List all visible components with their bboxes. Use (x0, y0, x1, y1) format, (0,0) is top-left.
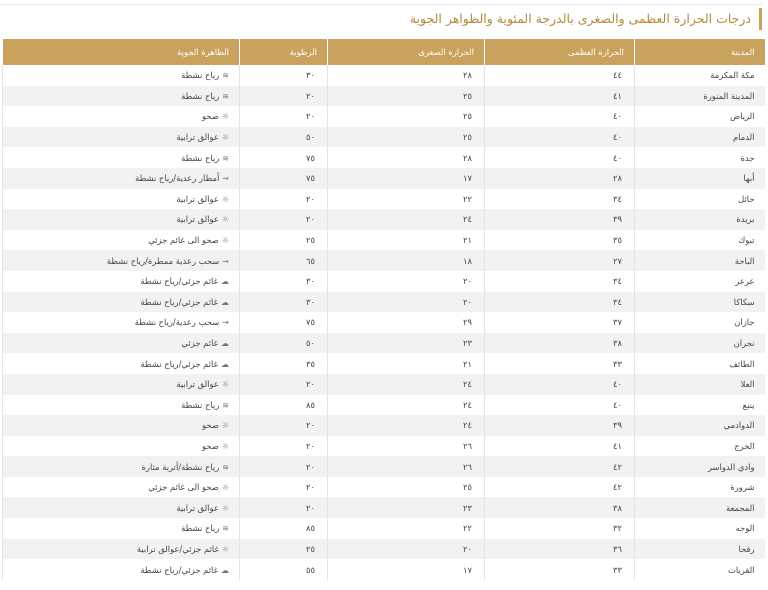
cell-min-temp: ٢٢ (328, 518, 485, 539)
cell-weather (3, 189, 240, 210)
cell-city: نجران (635, 333, 765, 354)
cell-min-temp: ٢١ (328, 230, 485, 251)
page-title: درجات الحرارة العظمى والصغرى بالدرجة المئوية والظواهر الجوية (410, 8, 762, 30)
cell-max-temp: ٣٦ (485, 539, 635, 560)
cell-city: حائل (635, 189, 765, 210)
cell-min-temp: ٢٥ (328, 477, 485, 498)
header-max-temp: الحرارة العظمى (485, 39, 635, 65)
storm-icon: ⇝ (222, 318, 229, 328)
weather-text: رياح نشطة (181, 523, 220, 534)
cell-weather (3, 168, 240, 189)
cell-max-temp: ٤١ (485, 436, 635, 457)
table-row (3, 127, 765, 148)
cell-city: أبها (635, 168, 765, 189)
cell-max-temp: ٣٨ (485, 333, 635, 354)
cell-max-temp: ٤٠ (485, 147, 635, 168)
cell-city: شرورة (635, 477, 765, 498)
cell-max-temp: ٣٩ (485, 415, 635, 436)
table-row (3, 189, 765, 210)
cell-max-temp: ٣٨ (485, 497, 635, 518)
cell-min-temp: ٢٠ (328, 292, 485, 313)
cell-weather (3, 230, 240, 251)
cell-humidity: ٢٠ (240, 415, 328, 436)
weather-text: صحو (201, 420, 219, 431)
table-row (3, 86, 765, 107)
cloud-wind-icon: ☁ (221, 565, 229, 575)
table-row (3, 230, 765, 251)
wind-icon: ≋ (222, 71, 229, 81)
cell-humidity: ٧٥ (240, 147, 328, 168)
cell-humidity: ٥٠ (240, 333, 328, 354)
cell-humidity: ٢٠ (240, 436, 328, 457)
cell-max-temp: ٤٠ (485, 106, 635, 127)
cell-min-temp: ٢٣ (328, 333, 485, 354)
cell-humidity: ٢٠ (240, 189, 328, 210)
sun-cloud-icon: ☼ (221, 483, 229, 493)
weather-text: غائم جزئي/رياح نشطة (140, 296, 218, 307)
cell-min-temp: ٢٤ (328, 395, 485, 416)
weather-text: غائم جزئي/رياح نشطة (140, 276, 218, 287)
table-row (3, 333, 765, 354)
cloud-wind-icon: ☁ (221, 277, 229, 287)
dust-icon: ☼ (221, 503, 229, 513)
header-humidity: الرطوبة (240, 39, 328, 65)
cell-max-temp: ٣٩ (485, 209, 635, 230)
cell-max-temp: ٤١ (485, 86, 635, 107)
cell-weather (3, 106, 240, 127)
weather-text: أمطار رعدية/رياح نشطة (135, 173, 220, 184)
cell-city: ينبع (635, 395, 765, 416)
cell-min-temp: ٢٩ (328, 312, 485, 333)
weather-text: رياح نشطة (181, 90, 220, 101)
wind-icon: ≋ (222, 524, 229, 534)
table-body (3, 65, 765, 580)
weather-text: صحو الى غائم جزئي (148, 235, 219, 246)
storm-icon: ⇝ (222, 174, 229, 184)
weather-text: غائم جزئي/عوالق ترابية (136, 543, 219, 554)
weather-text: عوالق ترابية (176, 193, 219, 204)
cell-humidity: ٣٠ (240, 292, 328, 313)
dust-wind-icon: ≋ (222, 462, 229, 472)
cell-max-temp: ٣٥ (485, 230, 635, 251)
cell-city: الدوادمي (635, 415, 765, 436)
weather-text: صحو الى غائم جزئي (148, 482, 219, 493)
weather-text: صحو (201, 440, 219, 451)
weather-text: عوالق ترابية (176, 379, 219, 390)
cell-humidity: ٧٥ (240, 168, 328, 189)
weather-text: سحب رعدية/رياح نشطة (134, 317, 220, 328)
cell-weather (3, 271, 240, 292)
cell-weather (3, 292, 240, 313)
cell-humidity: ٣٠ (240, 65, 328, 86)
cell-city: جازان (635, 312, 765, 333)
cell-max-temp: ٣٣ (485, 353, 635, 374)
cell-weather (3, 518, 240, 539)
weather-text: رياح نشطة (181, 70, 220, 81)
table-row (3, 168, 765, 189)
table-header-row (3, 39, 765, 65)
cell-min-temp: ٢٠ (328, 271, 485, 292)
cell-weather (3, 497, 240, 518)
table-row (3, 539, 765, 560)
cell-humidity: ٢٠ (240, 106, 328, 127)
weather-text: غائم جزئي (181, 338, 218, 349)
sun-icon: ☼ (221, 441, 229, 451)
weather-text: عوالق ترابية (176, 214, 219, 225)
dust-icon: ☼ (221, 133, 229, 143)
cell-city: رفحا (635, 539, 765, 560)
storm-icon: ⇝ (222, 256, 229, 266)
cell-min-temp: ٢٤ (328, 415, 485, 436)
cell-max-temp: ٢٨ (485, 168, 635, 189)
table-row (3, 374, 765, 395)
weather-text: رياح نشطة (181, 399, 220, 410)
cell-city: وادي الدواسر (635, 456, 765, 477)
cell-weather (3, 65, 240, 86)
cell-humidity: ٨٥ (240, 395, 328, 416)
cell-weather (3, 250, 240, 271)
cell-city: سكاكا (635, 292, 765, 313)
cell-city: القريات (635, 559, 765, 580)
weather-text: عوالق ترابية (176, 132, 219, 143)
cell-city: الدمام (635, 127, 765, 148)
cell-city: الخرج (635, 436, 765, 457)
cell-weather (3, 559, 240, 580)
cell-city: المجمعة (635, 497, 765, 518)
weather-text: غائم جزئي/رياح نشطة (140, 358, 218, 369)
cell-weather (3, 147, 240, 168)
cell-humidity: ٣٠ (240, 271, 328, 292)
weather-text: صحو (201, 111, 219, 122)
cell-min-temp: ١٧ (328, 168, 485, 189)
cell-city: جدة (635, 147, 765, 168)
sun-cloud-icon: ☼ (221, 544, 229, 554)
cell-weather (3, 353, 240, 374)
cell-weather (3, 209, 240, 230)
cell-city: بريدة (635, 209, 765, 230)
table-row (3, 65, 765, 86)
weather-text: رياح نشطة (181, 152, 220, 163)
cell-max-temp: ٤٠ (485, 127, 635, 148)
table-row (3, 497, 765, 518)
cell-city: عرعر (635, 271, 765, 292)
table-row (3, 415, 765, 436)
weather-text: غائم جزئي/رياح نشطة (140, 564, 218, 575)
table-row (3, 250, 765, 271)
sun-icon: ☼ (221, 421, 229, 431)
cell-min-temp: ٢٣ (328, 497, 485, 518)
table-row (3, 477, 765, 498)
cell-min-temp: ٢٥ (328, 86, 485, 107)
table-row (3, 518, 765, 539)
cell-city: الباحة (635, 250, 765, 271)
cell-humidity: ٢٠ (240, 497, 328, 518)
cell-weather (3, 477, 240, 498)
cell-humidity: ٣٥ (240, 353, 328, 374)
cell-max-temp: ٤٠ (485, 395, 635, 416)
table-row (3, 456, 765, 477)
sun-icon: ☼ (221, 112, 229, 122)
table-row (3, 292, 765, 313)
cell-min-temp: ٢٨ (328, 147, 485, 168)
cell-humidity: ٢٠ (240, 477, 328, 498)
cell-max-temp: ٤٢ (485, 477, 635, 498)
cell-weather (3, 127, 240, 148)
cell-humidity: ٧٥ (240, 312, 328, 333)
header-weather: الظاهرة الجوية (3, 39, 240, 65)
cell-max-temp: ٤٠ (485, 374, 635, 395)
table-row (3, 559, 765, 580)
cell-city: مكة المكرمة (635, 65, 765, 86)
weather-table (2, 39, 765, 580)
cloud-wind-icon: ☁ (221, 297, 229, 307)
header-min-temp: الحرارة الصغرى (328, 39, 485, 65)
cell-min-temp: ٢٤ (328, 209, 485, 230)
cell-humidity: ٨٥ (240, 518, 328, 539)
cell-min-temp: ٢٦ (328, 456, 485, 477)
cell-weather (3, 456, 240, 477)
cell-weather (3, 395, 240, 416)
top-divider (0, 4, 762, 5)
cell-min-temp: ٢٢ (328, 189, 485, 210)
cell-max-temp: ٣٧ (485, 312, 635, 333)
cell-max-temp: ٣٣ (485, 559, 635, 580)
cell-humidity: ٢٠ (240, 374, 328, 395)
cell-humidity: ٦٥ (240, 250, 328, 271)
dust-icon: ☼ (221, 194, 229, 204)
table-row (3, 353, 765, 374)
cell-min-temp: ٢٨ (328, 65, 485, 86)
cell-city: العلا (635, 374, 765, 395)
cell-max-temp: ٣٤ (485, 189, 635, 210)
cell-max-temp: ٢٧ (485, 250, 635, 271)
cell-humidity: ٢٠ (240, 209, 328, 230)
cell-humidity: ٢٠ (240, 456, 328, 477)
cell-weather (3, 333, 240, 354)
cell-city: الوجه (635, 518, 765, 539)
cell-min-temp: ٢٥ (328, 106, 485, 127)
wind-icon: ≋ (222, 400, 229, 410)
table-row (3, 395, 765, 416)
cell-max-temp: ٣٢ (485, 518, 635, 539)
cell-min-temp: ٢٦ (328, 436, 485, 457)
dust-icon: ☼ (221, 215, 229, 225)
weather-text: عوالق ترابية (176, 502, 219, 513)
wind-icon: ≋ (222, 153, 229, 163)
header-city: المدينة (635, 39, 765, 65)
weather-text: سحب رعدية ممطرة/رياح نشطة (106, 255, 220, 266)
cell-min-temp: ٢٥ (328, 127, 485, 148)
cell-max-temp: ٤٢ (485, 456, 635, 477)
cell-max-temp: ٤٤ (485, 65, 635, 86)
cell-weather (3, 415, 240, 436)
sun-cloud-icon: ☼ (221, 236, 229, 246)
cell-humidity: ٢٥ (240, 539, 328, 560)
cell-weather (3, 374, 240, 395)
table-row (3, 209, 765, 230)
wind-icon: ≋ (222, 91, 229, 101)
cell-min-temp: ١٨ (328, 250, 485, 271)
dust-icon: ☼ (221, 380, 229, 390)
cell-min-temp: ٢١ (328, 353, 485, 374)
cell-humidity: ٢٥ (240, 230, 328, 251)
cell-max-temp: ٣٤ (485, 271, 635, 292)
table-row (3, 436, 765, 457)
cell-humidity: ٥٥ (240, 559, 328, 580)
cell-min-temp: ٢٤ (328, 374, 485, 395)
cell-weather (3, 539, 240, 560)
weather-text: رياح نشطة/أتربة مثارة (141, 461, 220, 472)
cell-min-temp: ١٧ (328, 559, 485, 580)
table-row (3, 312, 765, 333)
cell-min-temp: ٢٠ (328, 539, 485, 560)
table-row (3, 147, 765, 168)
cell-city: تبوك (635, 230, 765, 251)
cloud-wind-icon: ☁ (221, 359, 229, 369)
cell-weather (3, 86, 240, 107)
cell-weather (3, 436, 240, 457)
table-row (3, 271, 765, 292)
cell-city: المدينة المنورة (635, 86, 765, 107)
cell-city: الرياض (635, 106, 765, 127)
cell-humidity: ٢٠ (240, 86, 328, 107)
cloud-icon: ☁ (221, 339, 229, 349)
cell-city: الطائف (635, 353, 765, 374)
cell-humidity: ٥٠ (240, 127, 328, 148)
table-row (3, 106, 765, 127)
cell-max-temp: ٣٤ (485, 292, 635, 313)
cell-weather (3, 312, 240, 333)
